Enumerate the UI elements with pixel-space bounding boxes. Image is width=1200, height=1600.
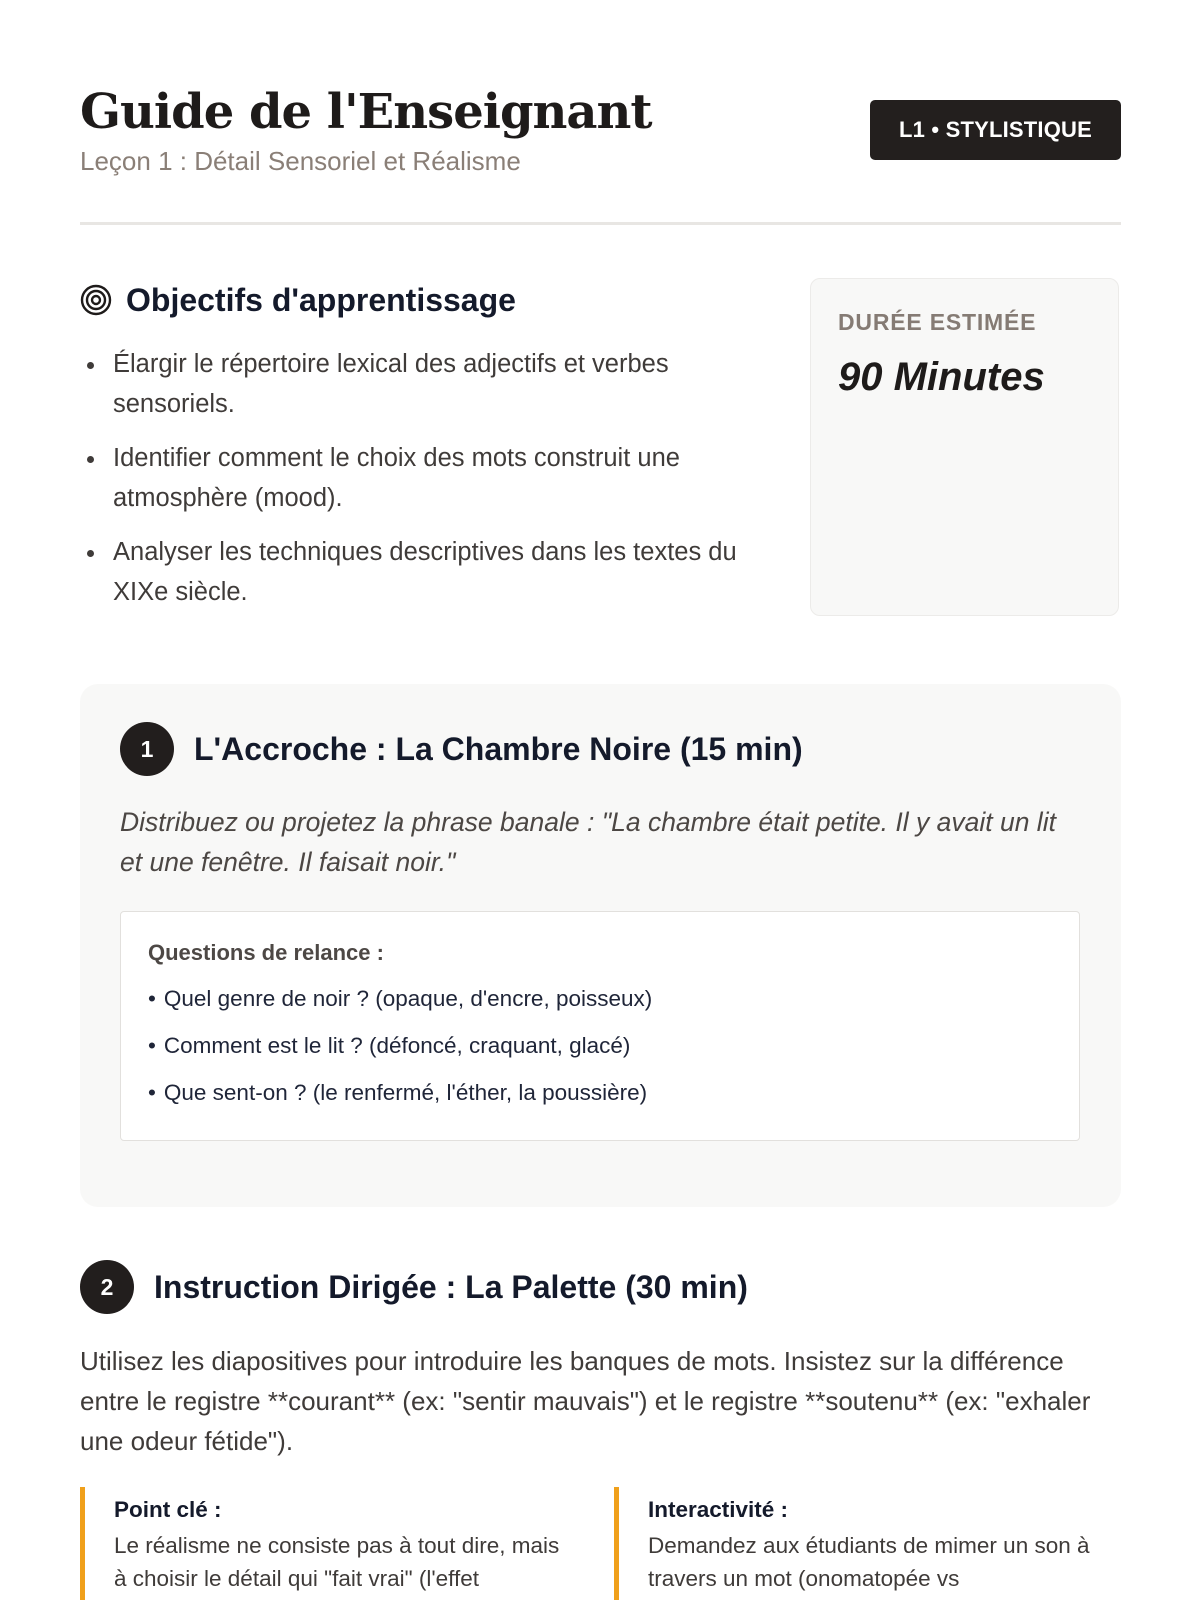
bullet-icon: • bbox=[148, 1033, 156, 1058]
relance-list bbox=[148, 984, 1052, 1108]
objective-item: Identifier comment le choix des mots construit une atmosphère (mood). bbox=[80, 438, 760, 518]
relance-item bbox=[148, 1031, 1052, 1061]
bullet-icon: • bbox=[148, 986, 156, 1011]
objectives-list bbox=[80, 344, 760, 612]
callout-title: Point clé : bbox=[114, 1497, 222, 1522]
step-1-description: Distribuez ou projetez la phrase banale : "La chambre était petite. Il y avait un lit et une fenêtre. Il faisait noir." bbox=[120, 807, 1056, 877]
lesson-badge: L1 • STYLISTIQUE bbox=[870, 100, 1121, 160]
callout-title: Interactivité : bbox=[648, 1497, 789, 1522]
step-1-title: L'Accroche : La Chambre Noire (15 min) bbox=[194, 730, 803, 767]
objectives-section bbox=[80, 276, 760, 626]
callout-text: Demandez aux étudiants de mimer un son à travers un mot (onomatopée vs bbox=[648, 1533, 1090, 1591]
page-subtitle: Leçon 1 : Détail Sensoriel et Réalisme bbox=[80, 146, 521, 176]
relance-item bbox=[148, 984, 1052, 1014]
duration-value: 90 Minutes bbox=[838, 355, 1045, 399]
relance-item-text: Comment est le lit ? (défoncé, craquant, glacé) bbox=[163, 1033, 631, 1058]
relance-item-text: Quel genre de noir ? (opaque, d'encre, poisseux) bbox=[163, 986, 653, 1011]
step-2-description: Utilisez les diapositives pour introduire les banques de mots. Insistez sur la différence entre le registre **courant** (ex: "sentir mauvais") et le registre **soutenu** (ex: "exhaler une odeur fétide"). bbox=[80, 1346, 1091, 1456]
callout-interactivity bbox=[614, 1487, 1104, 1600]
step-2-title: Instruction Dirigée : La Palette (30 min) bbox=[154, 1268, 748, 1305]
step-1-card bbox=[80, 684, 1121, 1207]
page-header bbox=[80, 0, 1121, 225]
relance-item-text: Que sent-on ? (le renfermé, l'éther, la poussière) bbox=[163, 1080, 648, 1105]
target-icon bbox=[80, 284, 112, 316]
callout-text: Le réalisme ne consiste pas à tout dire, mais à choisir le détail qui "fait vrai" (l'effet bbox=[114, 1533, 560, 1591]
relance-questions-box bbox=[120, 911, 1080, 1141]
objective-item: Analyser les techniques descriptives dans les textes du XIXe siècle. bbox=[80, 532, 760, 612]
step-1-number: 1 bbox=[120, 722, 174, 776]
page-title: Guide de l'Enseignant bbox=[80, 84, 652, 140]
step-2-number: 2 bbox=[80, 1260, 134, 1314]
relance-title: Questions de relance : bbox=[148, 940, 384, 965]
step-1-header bbox=[120, 722, 803, 776]
objectives-header bbox=[80, 276, 760, 324]
teacher-guide-page bbox=[80, 0, 1121, 1591]
step-2-header bbox=[80, 1260, 748, 1314]
duration-card bbox=[810, 278, 1119, 616]
relance-item bbox=[148, 1078, 1052, 1108]
duration-label: DURÉE ESTIMÉE bbox=[838, 309, 1037, 335]
objectives-title: Objectifs d'apprentissage bbox=[126, 281, 516, 318]
objective-item: Élargir le répertoire lexical des adjectifs et verbes sensoriels. bbox=[80, 344, 760, 424]
bullet-icon: • bbox=[148, 1080, 156, 1105]
callout-key-point bbox=[80, 1487, 570, 1600]
